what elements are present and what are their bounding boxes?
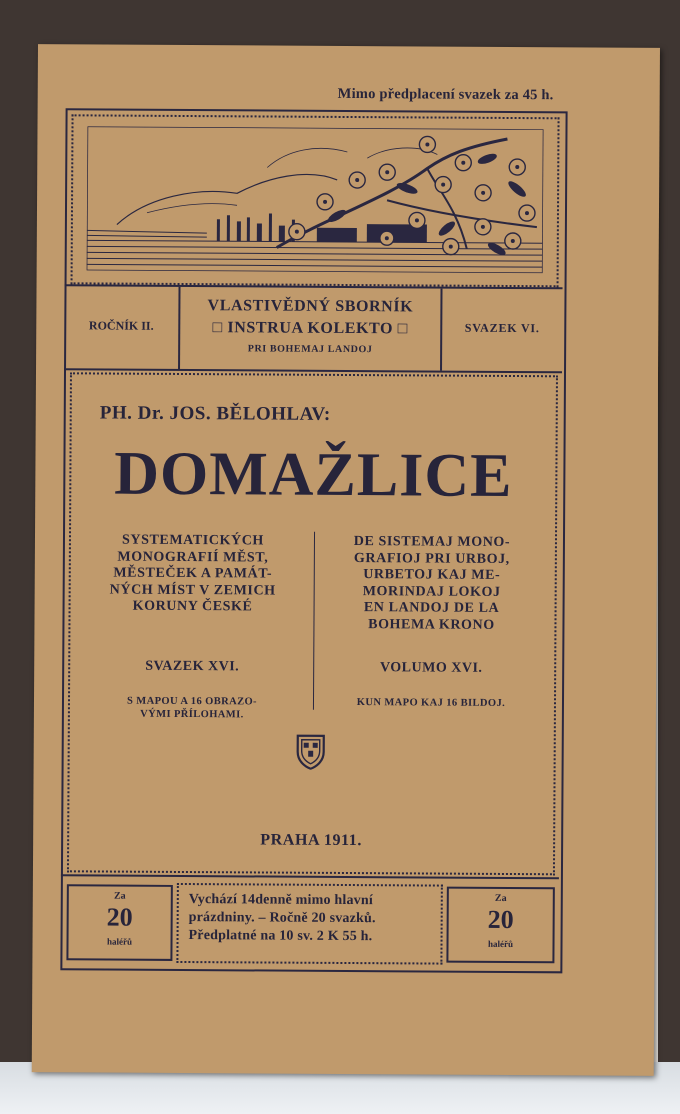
title-panel <box>67 372 558 875</box>
esperanto-line: GRAFIOJ PRI URBOJ, <box>353 550 510 567</box>
czech-line: NÝCH MÍST V ZEMICH <box>109 582 276 599</box>
booklet-cover <box>32 44 660 1076</box>
schedule-line: Vychází 14denně mimo hlavní <box>188 892 374 909</box>
series-title-line1: VLASTIVĚDNÝ SBORNÍK <box>207 297 414 316</box>
price-amount: 20 <box>106 902 133 932</box>
esperanto-line: EN LANDOJ DE LA <box>363 600 500 616</box>
price-prefix: Za <box>113 890 126 902</box>
subscription-note: Mimo předplacení svazek za 45 h. <box>337 85 554 104</box>
czech-line: KORUNY ČESKÉ <box>132 598 253 615</box>
price-footer <box>60 874 559 967</box>
czech-supplements-line: S MAPOU A 16 OBRAZO- <box>126 695 257 708</box>
price-amount: 20 <box>487 904 514 935</box>
esperanto-line: DE SISTEMAJ MONO- <box>353 534 511 550</box>
schedule-box <box>176 883 442 965</box>
czech-supplements-line: VÝMI PŘÍLOHAMI. <box>140 708 244 721</box>
price-unit: haléřů <box>106 936 133 947</box>
esperanto-description <box>326 534 537 634</box>
czech-line: MĚSTEČEK A PAMÁT- <box>113 565 273 582</box>
esperanto-line: MORINDAJ LOKOJ <box>362 583 501 600</box>
czech-line: MONOGRAFIÍ MĚST, <box>117 549 269 566</box>
schedule-line: Předplatné na 10 sv. 2 K 55 h. <box>188 928 373 945</box>
book-title: DOMAŽLICE <box>114 439 513 511</box>
price-box-left <box>66 884 172 961</box>
price-box-right <box>446 887 554 964</box>
series-title-line3: PRI BOHEMAJ LANDOJ <box>247 343 373 356</box>
year-cell <box>64 286 180 369</box>
czech-volume: SVAZEK XVI. <box>145 658 240 675</box>
shield-emblem-icon <box>296 734 326 770</box>
czech-description <box>89 532 298 616</box>
volume-cell <box>442 289 562 372</box>
esperanto-line: BOHEMA KRONO <box>368 616 495 633</box>
schedule-text <box>189 891 439 947</box>
czech-supplements <box>88 694 296 721</box>
series-title-line2: □ INSTRUA KOLEKTO □ <box>212 319 409 338</box>
column-divider <box>313 532 315 710</box>
series-title-cell <box>180 287 442 371</box>
illustration-panel <box>71 114 560 287</box>
price-prefix: Za <box>494 892 507 904</box>
year-label: ROČNÍK II. <box>88 318 154 333</box>
esperanto-supplements: KUN MAPO KAJ 16 BILDOJ. <box>356 697 506 709</box>
esperanto-volume: VOLUMO XVI. <box>379 660 483 676</box>
esperanto-line: URBETOJ KAJ ME- <box>363 567 501 583</box>
author: PH. Dr. JOS. BĚLOHLAV: <box>99 402 331 425</box>
volume-label: SVAZEK VI. <box>464 320 540 336</box>
schedule-line: prázdniny. – Ročně 20 svazků. <box>188 910 376 927</box>
price-unit: haléřů <box>487 938 514 950</box>
imprint: PRAHA 1911. <box>260 831 363 850</box>
czech-line: SYSTEMATICKÝCH <box>121 532 264 549</box>
series-header <box>64 284 563 373</box>
landscape-illustration <box>87 126 544 273</box>
